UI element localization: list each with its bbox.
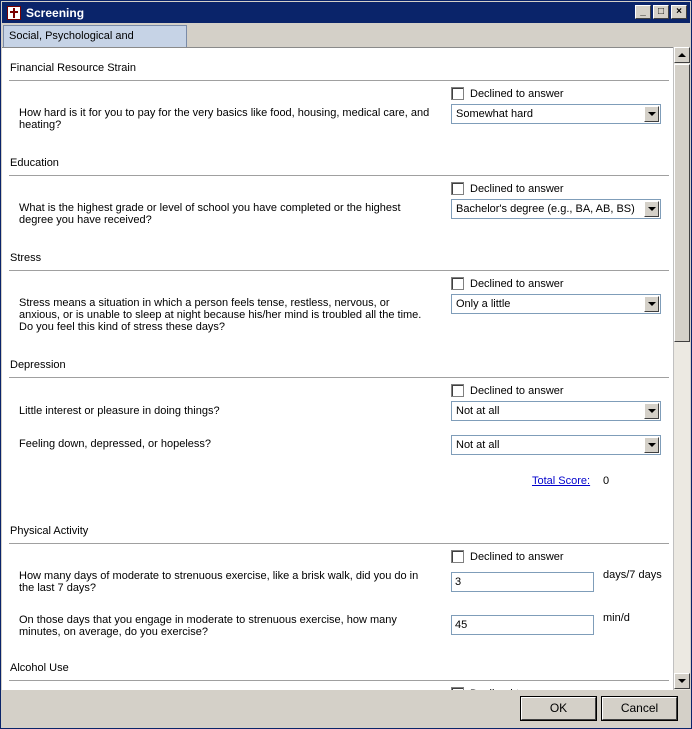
declined-financial[interactable] — [451, 87, 564, 100]
declined-depression[interactable] — [451, 384, 564, 397]
section-title-alcohol: Alcohol Use — [10, 662, 69, 674]
financial-value: Somewhat hard — [456, 108, 534, 120]
divider — [9, 80, 669, 81]
divider — [9, 175, 669, 176]
question-financial: How hard is it for you to pay for the very basics like food, housing, medical care, and heating? — [19, 107, 430, 131]
divider — [9, 270, 669, 271]
section-title-financial: Financial Resource Strain — [10, 62, 136, 74]
declined-checkbox[interactable] — [451, 550, 464, 563]
depression-interest-value: Not at all — [456, 405, 500, 417]
divider — [9, 680, 669, 681]
unit-minutes: min/d — [603, 612, 630, 624]
divider — [9, 543, 669, 544]
minimize-button[interactable]: _ — [635, 5, 651, 19]
financial-select[interactable] — [451, 104, 661, 124]
depression-interest-select[interactable] — [451, 401, 661, 421]
declined-checkbox[interactable] — [451, 277, 464, 290]
section-title-education: Education — [10, 157, 59, 169]
dropdown-arrow-icon[interactable] — [644, 296, 659, 312]
exercise-minutes-input[interactable]: 45 — [451, 615, 594, 635]
declined-checkbox[interactable] — [451, 87, 464, 100]
divider — [9, 377, 669, 378]
section-title-physical: Physical Activity — [10, 525, 89, 537]
section-title-depression: Depression — [10, 359, 66, 371]
declined-physical[interactable] — [451, 550, 564, 563]
maximize-button[interactable]: □ — [653, 5, 669, 19]
dropdown-arrow-icon[interactable] — [644, 201, 659, 217]
question-stress: Stress means a situation in which a person feels tense, restless, nervous, or anxious, or is unable to sleep at night because his/her mind is troubled all the time. Do you feel this kind of stress these days? — [19, 297, 422, 333]
unit-days: days/7 days — [603, 569, 662, 581]
declined-education[interactable] — [451, 182, 564, 195]
total-score-value: 0 — [603, 475, 610, 487]
window-title: Screening — [26, 5, 85, 20]
question-depression-down: Feeling down, depressed, or hopeless? — [19, 438, 212, 450]
declined-checkbox[interactable] — [451, 384, 464, 397]
app-icon — [7, 6, 21, 20]
question-education: What is the highest grade or level of school you have completed or the highest degree you have received? — [19, 202, 401, 226]
declined-stress[interactable] — [451, 277, 564, 290]
declined-label: Declined to answer — [470, 277, 564, 290]
education-value: Bachelor's degree (e.g., BA, AB, BS) — [456, 203, 635, 215]
question-physical-days: How many days of moderate to strenuous exercise, like a brisk walk, did you do in the last 7 days? — [19, 570, 419, 594]
education-select[interactable] — [451, 199, 661, 219]
depression-down-select[interactable] — [451, 435, 661, 455]
dropdown-arrow-icon[interactable] — [644, 403, 659, 419]
declined-label: Declined to answer — [470, 550, 564, 563]
declined-label: Declined to answer — [470, 182, 564, 195]
dropdown-arrow-icon[interactable] — [644, 437, 659, 453]
close-button[interactable]: × — [671, 5, 687, 19]
depression-down-value: Not at all — [456, 439, 500, 451]
declined-label: Declined to answer — [470, 384, 564, 397]
cancel-button[interactable]: Cancel — [602, 697, 677, 720]
question-physical-minutes: On those days that you engage in moderate to strenuous exercise, how many minutes, on average, do you exercise? — [19, 614, 397, 638]
scroll-thumb[interactable] — [674, 64, 690, 342]
declined-label: Declined to answer — [470, 87, 564, 100]
stress-value: Only a little — [456, 298, 511, 310]
form-content — [2, 47, 673, 690]
total-score-link[interactable]: Total Score: — [532, 475, 591, 487]
declined-checkbox[interactable] — [451, 182, 464, 195]
dropdown-arrow-icon[interactable] — [644, 106, 659, 122]
tab-social-psychological-behavioral[interactable]: Social, Psychological and — [3, 25, 187, 47]
title-bar[interactable] — [2, 2, 690, 23]
scroll-down-icon[interactable] — [674, 673, 690, 689]
section-title-stress: Stress — [10, 252, 42, 264]
question-depression-interest: Little interest or pleasure in doing things? — [19, 405, 220, 417]
exercise-days-input[interactable]: 3 — [451, 572, 594, 592]
vertical-scrollbar[interactable] — [673, 47, 690, 690]
stress-select[interactable] — [451, 294, 661, 314]
dialog-footer — [2, 690, 690, 728]
scroll-up-icon[interactable] — [674, 47, 690, 63]
ok-button[interactable]: OK — [521, 697, 596, 720]
